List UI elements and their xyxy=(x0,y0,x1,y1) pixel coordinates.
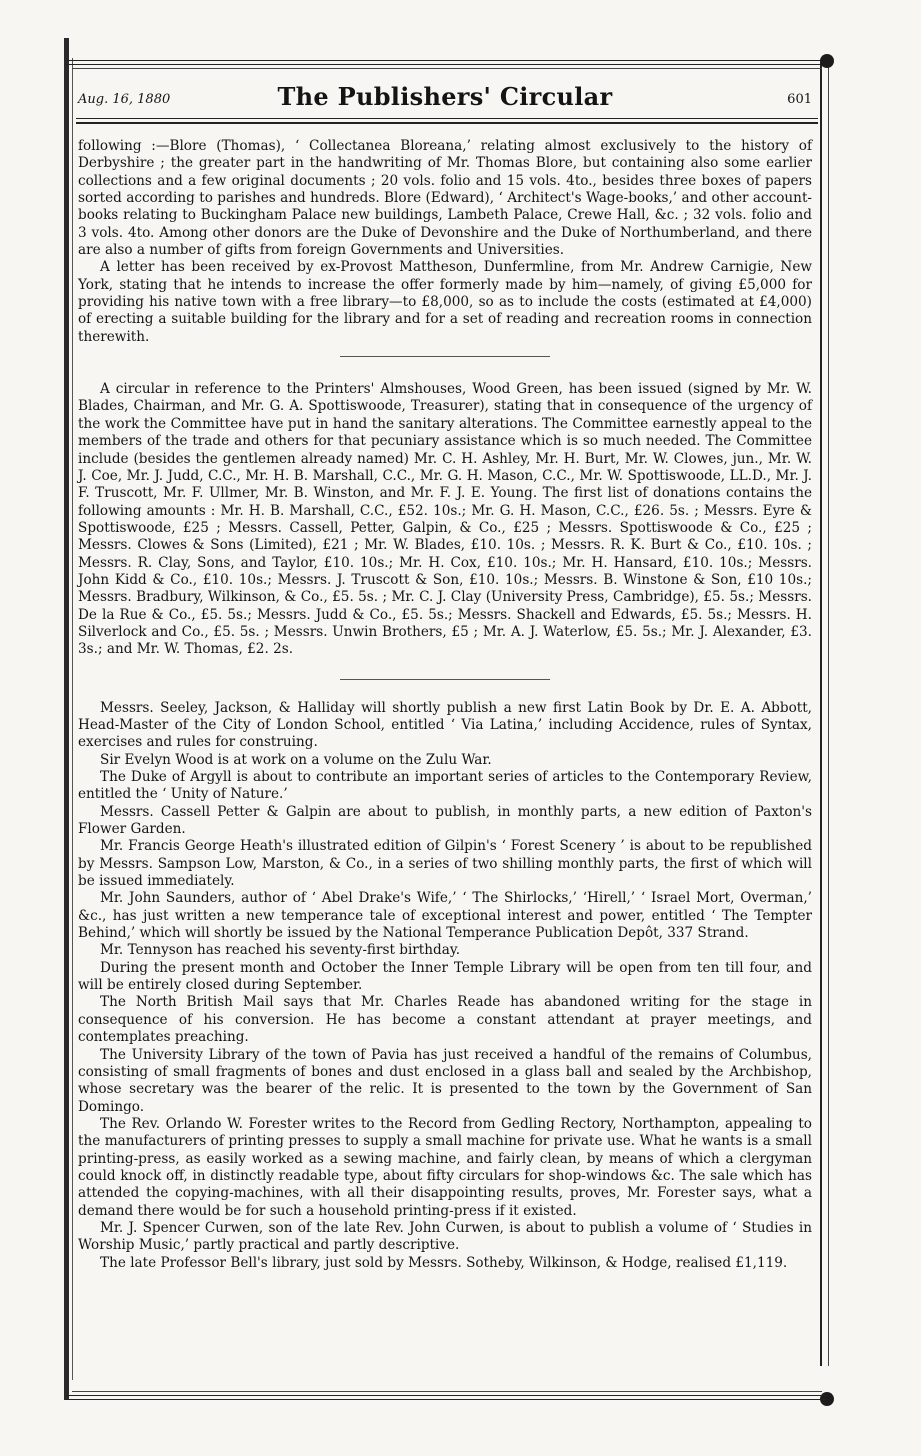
paragraph: Mr. John Saunders, author of ‘ Abel Drake's Wife,’ ‘ The Shirlocks,’ ‘Hirell,’ ‘ Israel Mort, Overman,’ &c., has just written a new temperance tale of exceptional interest and power, entitled ‘ The Tempter Behind,’ which will shortly be issued by the National Temperance Publication Depôt, 337 Strand. xyxy=(78,890,812,942)
top-border-rule xyxy=(66,60,826,65)
paragraph: A circular in reference to the Printers' Almshouses, Wood Green, has been issued (signed by Mr. W. Blades, Chairman, and Mr. G. A. Spottiswoode, Treasurer), stating that in consequence of the urgency of the work the Committee have put in hand the sanitary alterations. The Committee earnestly appeal to the members of the trade and others for that pecuniary assistance which is so much needed. The Committee include (besides the gentlemen already named) Mr. C. H. Ashley, Mr. H. Burt, Mr. W. Clowes, jun., Mr. W. J. Coe, Mr. J. Judd, C.C., Mr. H. B. Marshall, C.C., Mr. G. H. Mason, C.C., Mr. W. Spottiswoode, LL.D., Mr. J. F. Truscott, Mr. F. Ullmer, Mr. B. Winston, and Mr. F. J. E. Young. The first list of donations contains the following amounts : Mr. H. B. Marshall, C.C., £52. 10s.; Mr. G. H. Mason, C.C., £26. 5s. ; Messrs. Eyre & Spottiswoode, £25 ; Messrs. Cassell, Petter, Galpin, & Co., £25 ; Messrs. Spottiswoode & Co., £25 ; Messrs. Clowes & Sons (Limited), £21 ; Mr. W. Blades, £10. 10s. ; Messrs. R. K. Burt & Co., £10. 10s. ; Messrs. R. Clay, Sons, and Taylor, £10. 10s.; Mr. H. Cox, £10. 10s.; Mr. H. Hansard, £10. 10s.; Messrs. John Kidd & Co., £10. 10s.; Messrs. J. Truscott & Son, £10. 10s.; Messrs. B. Winstone & Son, £10 10s.; Messrs. Bradbury, Wilkinson, & Co., £5. 5s. ; Mr. C. J. Clay (University Press, Cambridge), £5. 5s.; Messrs. De la Rue & Co., £5. 5s.; Messrs. Judd & Co., £5. 5s.; Messrs. Shackell and Edwards, £5. 5s.; Messrs. H. Silverlock and Co., £5. 5s. ; Messrs. Unwin Brothers, £5 ; Mr. A. J. Waterlow, £5. 5s.; Mr. J. Alexander, £3. 3s.; and Mr. W. Thomas, £2. 2s. xyxy=(78,381,812,658)
right-outer-rule xyxy=(828,62,829,1366)
left-border-rule xyxy=(64,38,69,1400)
paragraph: The North British Mail says that Mr. Charles Reade has abandoned writing for the stage in consequence of his conversion. He has become a constant attendant at prayer meetings, and contemplates preaching. xyxy=(78,994,812,1046)
page-title: The Publishers' Circular xyxy=(277,82,613,111)
header-rule-thick xyxy=(76,122,818,124)
paragraph: Mr. J. Spencer Curwen, son of the late Rev. John Curwen, is about to publish a volume of ‘ Studies in Worship Music,’ partly practical and partly descriptive. xyxy=(78,1219,812,1254)
page-header xyxy=(78,82,812,114)
paragraph: The Duke of Argyll is about to contribute an important series of articles to the Contemporary Review, entitled the ‘ Unity of Nature.’ xyxy=(78,769,812,803)
paragraph: The University Library of the town of Pavia has just received a handful of the remains of Columbus, consisting of small fragments of bones and dust enclosed in a glass ball and sealed by the Archbishop, whose secretary was the bearer of the relic. It is presented to the town by the Government of San Domingo. xyxy=(78,1046,812,1115)
page-number: 601 xyxy=(787,92,812,107)
page-frame xyxy=(62,38,830,1400)
paragraph: Mr. Tennyson has reached his seventy-first birthday. xyxy=(100,942,461,959)
header-date: Aug. 16, 1880 xyxy=(78,92,171,107)
right-border-rule xyxy=(820,62,822,1366)
paragraph: A letter has been received by ex-Provost Mattheson, Dunfermline, from Mr. Andrew Carnigie, New York, stating that he intends to increase the offer formerly made by him—namely, of giving £5,000 for providing his native town with a free library—to £8,000, so as to include the costs (estimated at £4,000) of erecting a suitable building for the library and for a set of reading and recreation rooms in connection therewith. xyxy=(78,259,812,345)
paragraph: During the present month and October the Inner Temple Library will be open from ten till four, and will be entirely closed during September. xyxy=(78,959,812,994)
left-inner-rule xyxy=(72,58,73,1380)
paragraph: The late Professor Bell's library, just sold by Messrs. Sotheby, Wilkinson, & Hodge, realised £1,119. xyxy=(100,1254,788,1271)
paragraph: Sir Evelyn Wood is at work on a volume on the Zulu War. xyxy=(100,751,492,768)
paragraph: The Rev. Orlando W. Forester writes to the Record from Gedling Rectory, Northampton, appealing to the manufacturers of printing presses to supply a small machine for private use. What he wants is a small printing-press, as easily worked as a sewing machine, and fairly clean, by means of which a clergyman could knock off, in distinctly readable type, about fifty circulars for shop-windows &c. The sale which has attended the copying-machines, with all their disappointing results, proves, Mr. Forester says, what a demand there would be for such a household printing-press if it existed. xyxy=(78,1115,812,1219)
top-inner-rule xyxy=(72,68,822,69)
article-body xyxy=(78,138,812,1272)
corner-ornament-icon xyxy=(820,54,834,68)
paragraph: Messrs. Seeley, Jackson, & Halliday will shortly publish a new first Latin Book by Dr. E. A. Abbott, Head-Master of the City of London School, entitled ‘ Via Latina,’ including Accidence, rules of Syntax, exercises and rules for construing. xyxy=(78,699,812,751)
paragraph: Messrs. Cassell Petter & Galpin are about to publish, in monthly parts, a new edition of Paxton's Flower Garden. xyxy=(78,803,812,838)
bottom-inner-rule xyxy=(72,1391,822,1392)
section-divider xyxy=(340,679,550,680)
paragraph: following :—Blore (Thomas), ‘ Collectanea Bloreana,’ relating almost exclusively to the history of Derbyshire ; the greater part in the handwriting of Mr. Thomas Blore, but containing also some earlier collections and a few original documents ; 20 vols. folio and 15 vols. 4to., besides three boxes of papers sorted according to parishes and hundreds. Blore (Edward), ‘ Architect's Wage-books,’ and other account-books relating to Buckingham Palace new buildings, Lambeth Palace, Crewe Hall, &c. ; 32 vols. folio and 3 vols. 4to. Among other donors are the Duke of Devonshire and the Duke of Northumberland, and there are also a number of gifts from foreign Governments and Universities. xyxy=(78,138,812,259)
header-rule xyxy=(76,118,818,119)
bottom-border-rule xyxy=(66,1395,826,1400)
section-divider xyxy=(340,356,550,357)
paragraph: Mr. Francis George Heath's illustrated edition of Gilpin's ‘ Forest Scenery ’ is about to be republished by Messrs. Sampson Low, Marston, & Co., in a series of two shilling monthly parts, the first of which will be issued immediately. xyxy=(78,838,812,890)
